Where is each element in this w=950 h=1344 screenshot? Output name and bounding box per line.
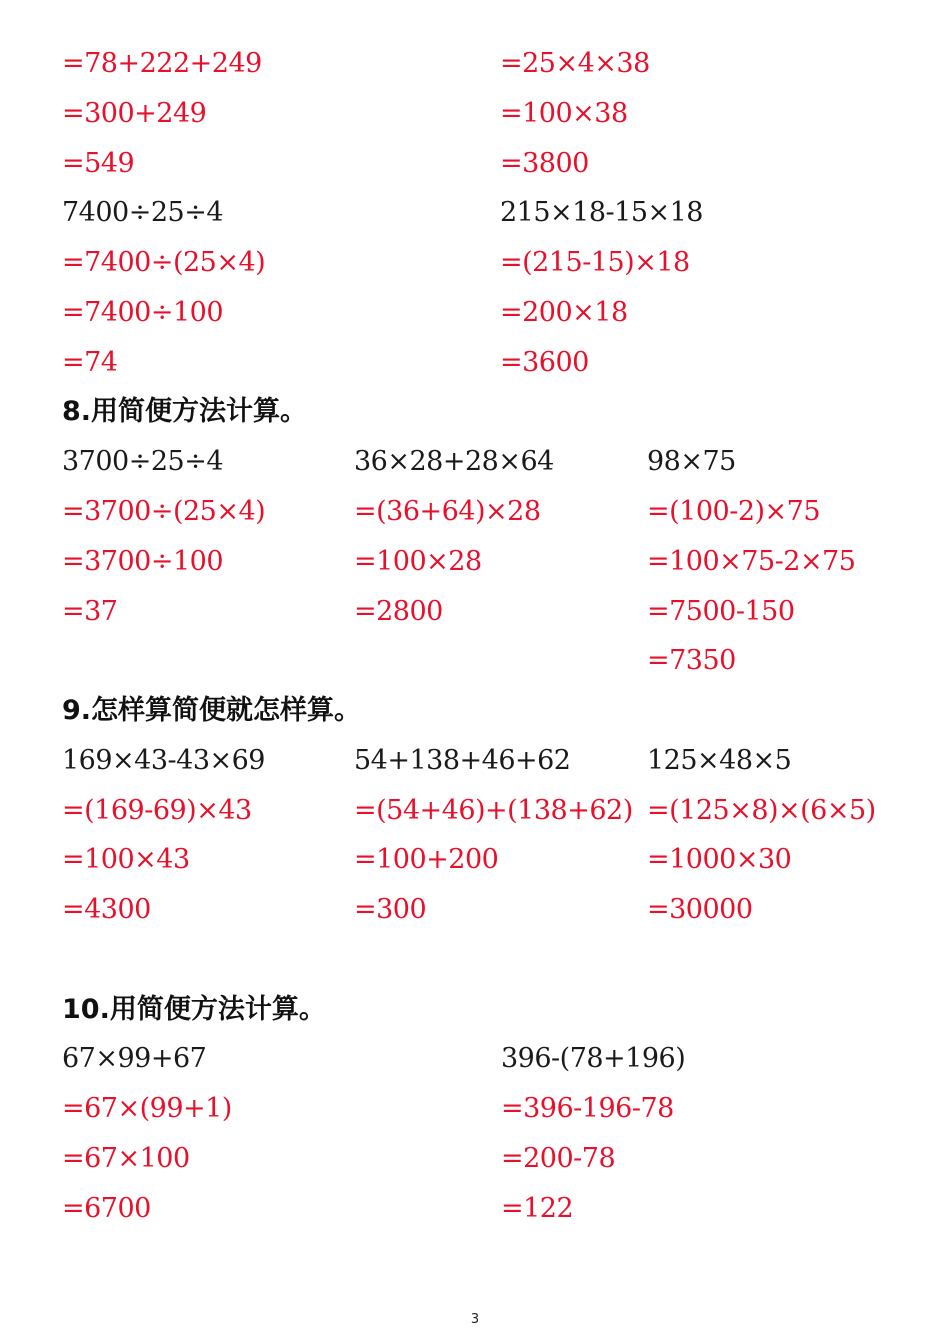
s8-col2-step-3: =2800	[354, 596, 443, 627]
s10-left-step-3: =6700	[62, 1193, 151, 1224]
top-left-line-1: =78+222+249	[62, 48, 262, 79]
top-left-problem-2: 7400÷25÷4	[62, 197, 223, 228]
s8-col1-step-2: =3700÷100	[62, 546, 223, 577]
top-left-line-5: =7400÷(25×4)	[62, 247, 266, 278]
section8-heading: 8.用简便方法计算。	[62, 396, 308, 427]
s9-col3-step-3: =30000	[647, 894, 753, 925]
s10-right-problem: 396-(78+196)	[501, 1043, 686, 1074]
top-left-line-7: =74	[62, 347, 118, 378]
s10-right-step-2: =200-78	[501, 1143, 616, 1174]
s10-left-problem: 67×99+67	[62, 1043, 207, 1074]
s9-col2-step-1: =(54+46)+(138+62)	[354, 795, 633, 826]
s10-right-step-1: =396-196-78	[501, 1093, 674, 1124]
s8-col3-problem: 98×75	[647, 446, 736, 477]
s9-col3-step-1: =(125×8)×(6×5)	[647, 795, 876, 826]
s10-right-step-3: =122	[501, 1193, 574, 1224]
s8-col2-step-1: =(36+64)×28	[354, 496, 541, 527]
s8-col3-step-4: =7350	[647, 645, 736, 676]
top-right-line-1: =25×4×38	[500, 48, 650, 79]
s9-col1-problem: 169×43-43×69	[62, 745, 265, 776]
top-left-line-3: =549	[62, 148, 135, 179]
s9-col2-step-3: =300	[354, 894, 427, 925]
top-right-line-6: =200×18	[500, 297, 628, 328]
top-left-line-2: =300+249	[62, 98, 207, 129]
s10-left-step-2: =67×100	[62, 1143, 190, 1174]
page-number: 3	[470, 1312, 480, 1327]
s8-col3-step-1: =(100-2)×75	[647, 496, 821, 527]
top-right-line-5: =(215-15)×18	[500, 247, 690, 278]
top-right-line-7: =3600	[500, 347, 589, 378]
top-right-line-3: =3800	[500, 148, 589, 179]
s9-col1-step-1: =(169-69)×43	[62, 795, 252, 826]
s8-col2-step-2: =100×28	[354, 546, 482, 577]
s9-col3-step-2: =1000×30	[647, 844, 792, 875]
top-left-line-6: =7400÷100	[62, 297, 223, 328]
s10-left-step-1: =67×(99+1)	[62, 1093, 232, 1124]
s9-col1-step-3: =4300	[62, 894, 151, 925]
s8-col1-step-3: =37	[62, 596, 118, 627]
s8-col3-step-2: =100×75-2×75	[647, 546, 856, 577]
s8-col2-problem: 36×28+28×64	[354, 446, 554, 477]
top-right-problem-2: 215×18-15×18	[500, 197, 703, 228]
section9-heading: 9.怎样算简便就怎样算。	[62, 695, 362, 726]
s9-col1-step-2: =100×43	[62, 844, 190, 875]
top-right-line-2: =100×38	[500, 98, 628, 129]
s8-col1-problem: 3700÷25÷4	[62, 446, 223, 477]
s8-col3-step-3: =7500-150	[647, 596, 795, 627]
s9-col2-step-2: =100+200	[354, 844, 499, 875]
s9-col2-problem: 54+138+46+62	[354, 745, 571, 776]
section10-heading: 10.用简便方法计算。	[62, 994, 326, 1025]
s9-col3-problem: 125×48×5	[647, 745, 792, 776]
s8-col1-step-1: =3700÷(25×4)	[62, 496, 266, 527]
